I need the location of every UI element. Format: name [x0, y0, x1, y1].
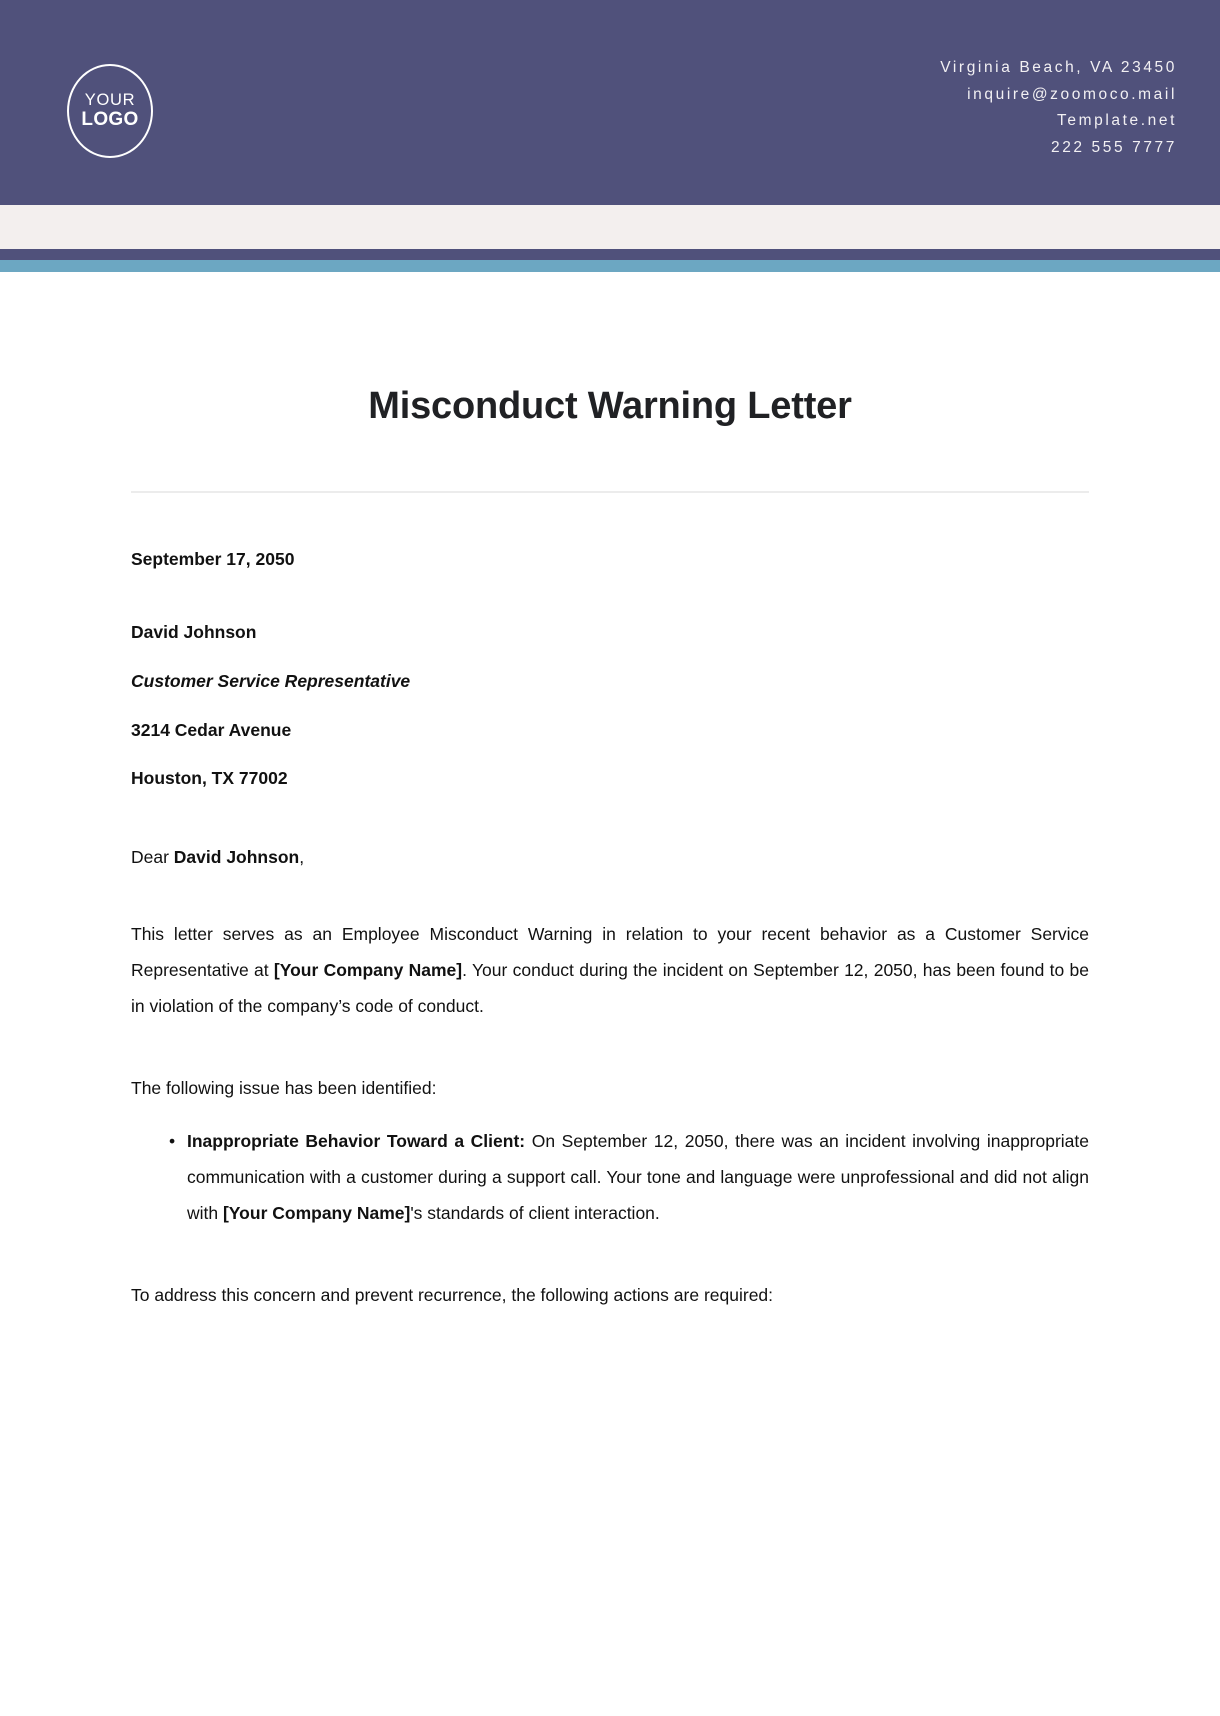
letterhead-banner — [0, 0, 1220, 205]
letter-date: September 17, 2050 — [131, 548, 295, 569]
paragraph-intro-part2: . Your conduct during the incident on September 12, 2050, has been found to be in violation of the company’s code of conduct. — [131, 959, 1089, 1016]
stripe-blue — [0, 260, 1220, 272]
salutation — [131, 846, 1089, 870]
stripe-navy — [0, 249, 1220, 260]
recipient-name: David Johnson — [131, 622, 257, 643]
bullet-text-part1: On September 12, 2050, there was an incident involving inappropriate communication with a customer during a support call. Your tone and language were unprofessional and did not align with — [187, 1131, 1089, 1224]
list-item — [169, 1123, 1089, 1231]
recipient-street: 3214 Cedar Avenue — [131, 719, 292, 740]
company-placeholder-1: [Your Company Name] — [273, 959, 463, 980]
contact-phone: 222 555 7777 — [1050, 138, 1177, 156]
company-logo — [67, 64, 153, 158]
paragraph-intro-part1: This letter serves as an Employee Misconduct Warning in relation to your recent behavior as a Customer Service Representative at — [131, 923, 1089, 980]
salutation-prefix: Dear — [131, 846, 174, 867]
page-title: Misconduct Warning Letter — [368, 385, 852, 427]
contact-info-block — [940, 55, 1177, 161]
contact-address: Virginia Beach, VA 23450 — [940, 59, 1177, 76]
company-placeholder-2: [Your Company Name] — [222, 1203, 411, 1224]
logo-your-text: YOUR — [84, 90, 136, 109]
issue-list — [131, 1123, 1089, 1231]
logo-logo-text: LOGO — [81, 108, 139, 130]
letter-body — [0, 272, 1220, 1313]
recipient-block — [131, 621, 1089, 791]
contact-email: inquire@zoomoco.mail — [967, 85, 1177, 103]
issue-intro-text: The following issue has been identified: — [131, 1077, 437, 1098]
contact-website: Template.net — [1057, 112, 1177, 130]
bullet-label: Inappropriate Behavior Toward a Client: — [187, 1131, 526, 1152]
recipient-city-state-zip: Houston, TX 77002 — [131, 768, 288, 789]
stripe-cream — [0, 205, 1220, 249]
closing-intro-text: To address this concern and prevent recurrence, the following actions are required: — [131, 1285, 774, 1306]
salutation-suffix: , — [299, 846, 305, 867]
paragraph-intro — [131, 916, 1089, 1024]
salutation-name: David Johnson — [173, 846, 300, 867]
recipient-role: Customer Service Representative — [131, 671, 411, 692]
title-divider — [131, 491, 1089, 493]
bullet-text-part2: 's standards of client interaction. — [410, 1203, 660, 1224]
